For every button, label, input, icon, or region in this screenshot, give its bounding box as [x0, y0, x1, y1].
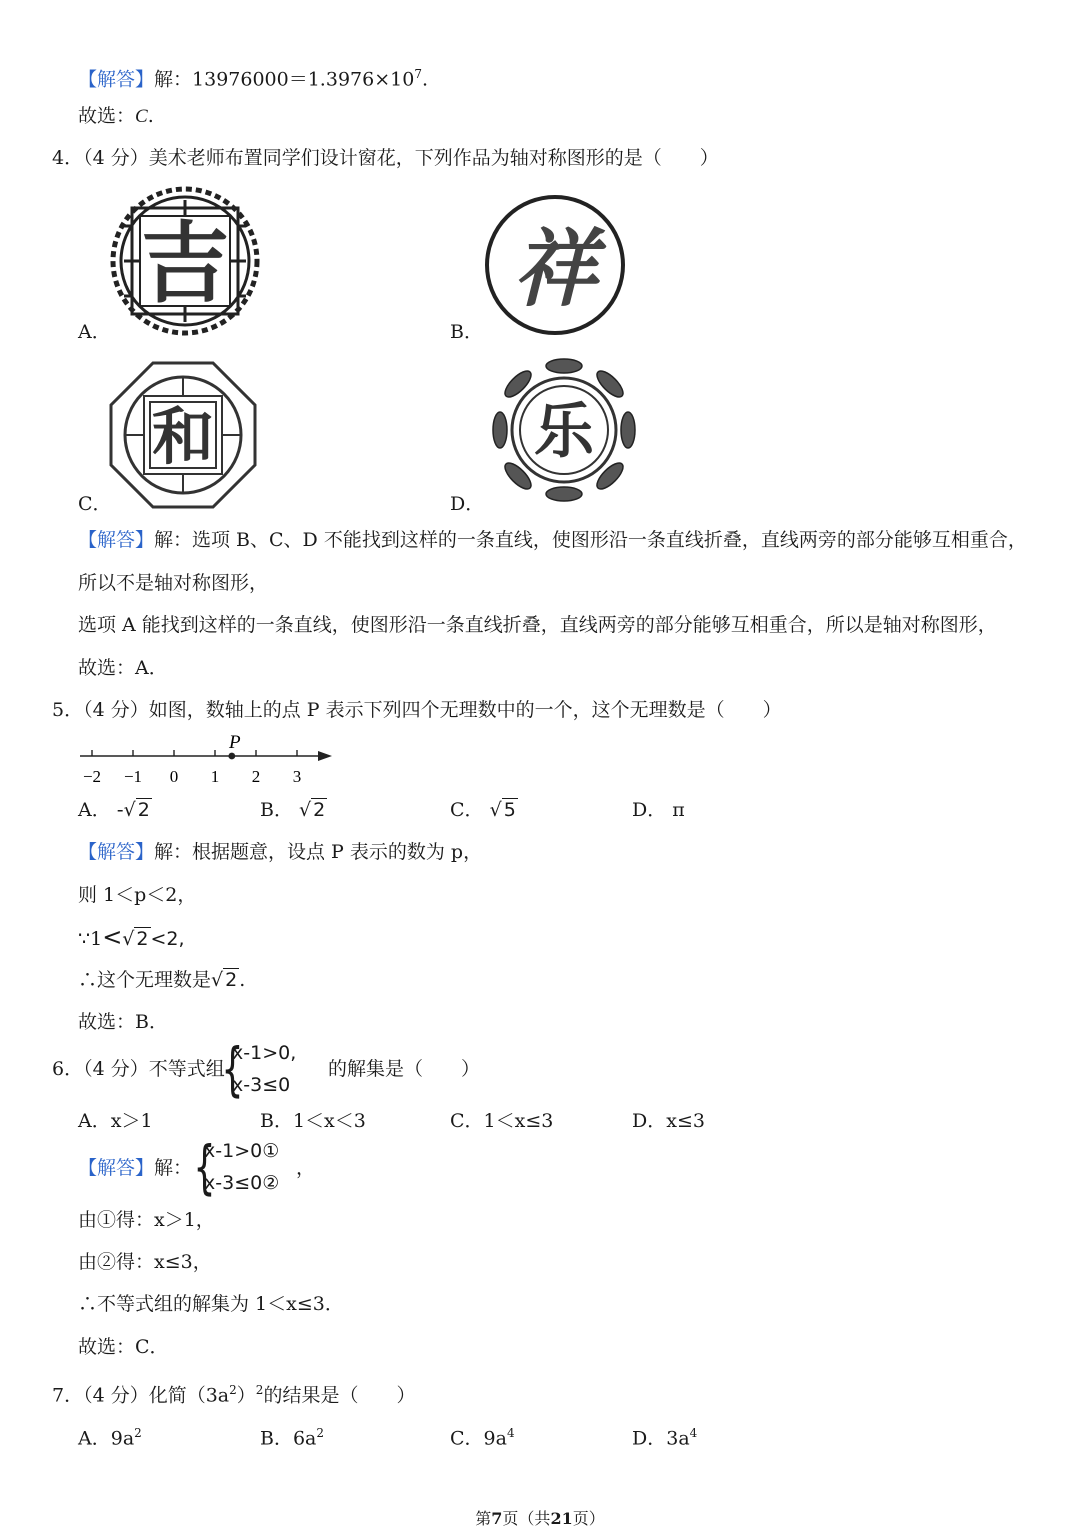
radicand: 2 [225, 969, 238, 991]
q5-stem: 5．（4 分）如图，数轴上的点 P 表示下列四个无理数中的一个，这个无理数是（ ） [52, 699, 782, 721]
option-label: D． [632, 799, 667, 821]
answer-tag: 【解答】 [78, 529, 155, 551]
option-text: 1＜x＜3 [292, 1110, 366, 1132]
stem-text: 7．（4 分）化简（3a [52, 1384, 230, 1407]
page-number: 7 [491, 1509, 503, 1528]
footer-text: 页） [572, 1509, 605, 1528]
q6-option-a [78, 1109, 153, 1133]
stem-text: ） [236, 1384, 256, 1407]
q5-answer-line2: 则 1＜p＜2， [78, 884, 197, 906]
q5-option-c [450, 798, 518, 822]
minus-sign: - [116, 799, 124, 821]
option-label: D． [632, 1110, 667, 1132]
q4-label-b: B． [450, 321, 483, 343]
choice-text: . [147, 105, 154, 127]
char-xiang: 祥 [512, 224, 598, 317]
option-base: 9a [110, 1427, 135, 1450]
option-label: C． [450, 799, 484, 821]
exponent: 2 [229, 1383, 237, 1397]
radicand: 5 [503, 799, 516, 821]
option-text: 1＜x≤3 [483, 1110, 554, 1132]
sqrt-expression: √ 2 [211, 969, 238, 991]
choice-text: 故选： [78, 105, 136, 127]
q6-choice: 故选：C． [78, 1336, 169, 1358]
q5-option-d [632, 798, 685, 822]
option-base: 3a [666, 1427, 690, 1450]
answer-tag: 【解答】 [78, 1157, 155, 1179]
system-brace: { [221, 1035, 244, 1103]
sqrt-expression: √ 2 [299, 799, 326, 821]
less-than: < [102, 923, 123, 951]
q7-option-a [78, 1421, 142, 1450]
stem-text: 的结果是（ ） [263, 1384, 416, 1407]
q6-stem-suffix: 的解集是（ ） [328, 1058, 481, 1080]
q7-stem [52, 1378, 415, 1407]
answer-tag: 【解答】 [78, 841, 155, 863]
option-label: B． [260, 799, 293, 821]
axis-tick-label: 2 [251, 767, 261, 786]
q4-answer-line4: 故选：A． [78, 657, 168, 679]
number-line [76, 730, 338, 790]
q6-option-c [450, 1109, 553, 1133]
answer-system-brace: { [193, 1133, 216, 1201]
axis-tick-label: 0 [169, 767, 179, 786]
q7-option-d [632, 1421, 697, 1450]
char-le: 乐 [534, 399, 594, 465]
therefore-text: ∴这个无理数是 [78, 969, 212, 991]
answer-text: 解： [154, 1157, 193, 1179]
inequality-system [232, 1042, 296, 1096]
footer-text: 第 [475, 1509, 492, 1528]
q4-stem: 4．（4 分）美术老师布置同学们设计窗花，下列作品为轴对称图形的是（ ） [52, 147, 719, 169]
option-text: x＞1 [110, 1110, 153, 1132]
q4-label-d: D． [450, 493, 485, 515]
option-base: 6a [292, 1427, 317, 1450]
char-ji: 吉 [140, 217, 230, 314]
axis-tick-label: 3 [292, 767, 302, 786]
q6-answer-head [78, 1156, 192, 1180]
char-he: 和 [151, 404, 215, 472]
q5-option-a [78, 798, 152, 822]
q5-answer-line3 [78, 925, 185, 951]
q5-answer-line4 [78, 968, 245, 992]
q7-option-c [450, 1421, 515, 1450]
window-flower-d-image [488, 354, 640, 506]
exponent: 7 [414, 67, 422, 81]
q4-label-a: A． [78, 321, 111, 343]
inequality-2: x-3≤0 [232, 1074, 291, 1096]
inequality-1: x-1>0, [232, 1042, 297, 1064]
answer-inequality-2: x-3≤0② [204, 1172, 280, 1194]
q5-option-b [260, 798, 327, 822]
answer-text: 解：13976000＝1.3976×10 [154, 68, 415, 91]
radicand: 2 [136, 928, 149, 950]
choice-letter: C [135, 106, 148, 127]
point-p-label: P [229, 732, 241, 753]
answer-tag: 【解答】 [78, 68, 155, 91]
q6-step2: 由②得：x≤3， [78, 1251, 212, 1273]
exponent: 4 [506, 1426, 515, 1440]
because-text: ∵1 [78, 928, 103, 950]
q6-step3: ∴不等式组的解集为 1＜x≤3． [78, 1293, 344, 1315]
total-pages: 21 [550, 1509, 573, 1528]
system-comma: ， [296, 1157, 316, 1179]
prev-answer-line [78, 62, 428, 91]
answer-text: 解：选项 B、C、D 不能找到这样的一条直线，使图形沿一条直线折叠，直线两旁的部分能够互相重合， [154, 529, 1027, 551]
prev-choice-line [78, 104, 154, 129]
page-footer [0, 1506, 1080, 1529]
option-label: C． [450, 1110, 484, 1132]
option-label: A． [78, 1427, 111, 1450]
window-flower-c-image [108, 360, 258, 510]
axis-arrow [318, 751, 332, 761]
q6-step1: 由①得：x＞1， [78, 1209, 215, 1231]
q5-answer-line1 [78, 840, 482, 864]
exponent: 2 [316, 1426, 325, 1440]
axis-tick-label: −2 [82, 767, 102, 786]
answer-text: . [421, 68, 428, 91]
q6-option-b [260, 1109, 366, 1133]
q4-answer-line1 [78, 528, 1027, 552]
option-text: x≤3 [666, 1110, 705, 1132]
exponent: 4 [689, 1426, 698, 1440]
option-base: 9a [483, 1427, 507, 1450]
axis-tick-label: −1 [123, 767, 143, 786]
window-flower-b-image [482, 192, 628, 338]
option-label: B． [260, 1110, 293, 1132]
option-label: C． [450, 1427, 484, 1450]
option-label: A． [78, 799, 111, 821]
point-p [228, 753, 235, 760]
pi-symbol: π [672, 799, 685, 821]
answer-inequality-system [204, 1140, 279, 1194]
q4-label-c: C． [78, 493, 112, 515]
q7-option-b [260, 1421, 324, 1450]
answer-text: <2, [150, 928, 185, 950]
option-label: A． [78, 1110, 111, 1132]
answer-inequality-1: x-1>0① [204, 1140, 280, 1162]
footer-text: 页（共 [502, 1509, 551, 1528]
exponent: 2 [134, 1426, 142, 1440]
q5-answer-line5: 故选：B． [78, 1011, 168, 1033]
sqrt-expression: √ 2 [122, 928, 149, 950]
q4-answer-line3: 选项 A 能找到这样的一条直线，使图形沿一条直线折叠，直线两旁的部分能够互相重合，所以是轴对称图形， [78, 614, 997, 636]
sqrt-expression: √ 5 [489, 799, 516, 821]
answer-text: . [239, 969, 246, 991]
q4-answer-line2: 所以不是轴对称图形， [78, 572, 269, 594]
window-flower-a-image [110, 186, 260, 336]
radicand: 2 [313, 799, 326, 821]
q6-option-d [632, 1109, 705, 1133]
radicand: 2 [137, 799, 150, 821]
answer-text: 解：根据题意，设点 P 表示的数为 p， [154, 841, 483, 863]
option-label: D． [632, 1427, 667, 1450]
q6-stem-prefix: 6．（4 分）不等式组 [52, 1058, 225, 1080]
option-label: B． [260, 1427, 293, 1450]
sqrt-expression: √ 2 [123, 799, 150, 821]
exponent: 2 [255, 1383, 264, 1397]
axis-tick-label: 1 [210, 767, 220, 786]
